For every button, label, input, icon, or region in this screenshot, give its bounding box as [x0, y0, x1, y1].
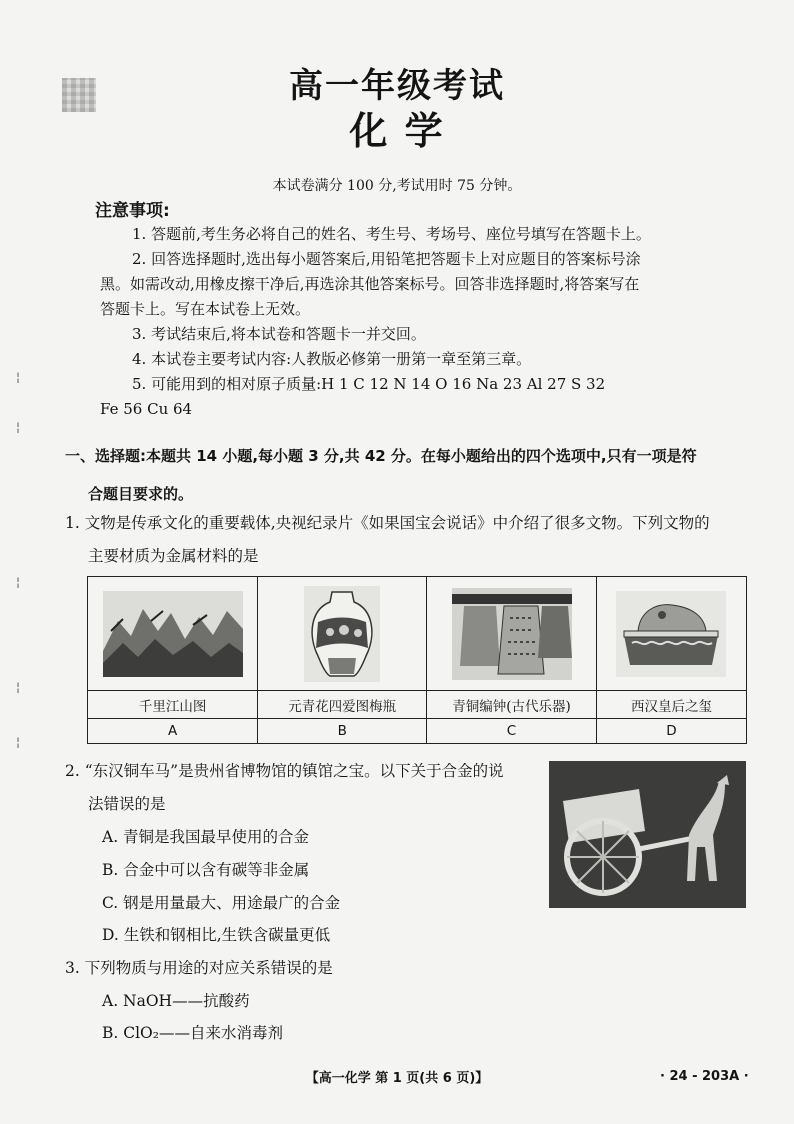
notice-line: Fe 56 Cu 64	[100, 400, 193, 418]
notice-line: 黑。如需改动,用橡皮擦干净后,再选涂其他答案标号。回答非选择题时,将答案写在	[100, 275, 640, 293]
margin-mark: ¦	[16, 735, 21, 749]
option-b-label: 元青花四爱图梅瓶	[258, 691, 427, 719]
margin-mark: ¦	[16, 370, 21, 384]
question-2-option-d: D. 生铁和钢相比,生铁含碳量更低	[102, 926, 331, 944]
notice-line: 2. 回答选择题时,选出每小题答案后,用铅笔把答题卡上对应题目的答案标号涂	[132, 250, 641, 268]
question-2-option-a: A. 青铜是我国最早使用的合金	[102, 828, 310, 846]
page-footer: 【高一化学 第 1 页(共 6 页)】	[305, 1071, 489, 1086]
option-b-image	[258, 577, 427, 691]
landscape-painting-image	[103, 591, 243, 677]
bronze-bells-image	[452, 588, 572, 680]
question-3-option-a: A. NaOH——抗酸药	[102, 992, 250, 1010]
question-2-option-c: C. 钢是用量最大、用途最广的合金	[102, 894, 341, 912]
question-1-stem: 1. 文物是传承文化的重要载体,央视纪录片《如果国宝会说话》中介绍了很多文物。下列文物的	[65, 514, 710, 532]
question-3-option-b: B. ClO₂——自来水消毒剂	[102, 1024, 283, 1042]
margin-mark: ¦	[16, 420, 21, 434]
notice-line: 5. 可能用到的相对原子质量:H 1 C 12 N 14 O 16 Na 23 Al 27 S 32	[132, 375, 606, 393]
jade-seal-image	[616, 591, 726, 677]
notice-line: 4. 本试卷主要考试内容:人教版必修第一册第一章至第三章。	[132, 350, 532, 368]
question-3-stem: 3. 下列物质与用途的对应关系错误的是	[65, 959, 333, 977]
question-1-options-table	[87, 576, 747, 744]
option-a-letter: A	[88, 719, 258, 744]
notice-line: 1. 答题前,考生务必将自己的姓名、考生号、考场号、座位号填写在答题卡上。	[132, 225, 651, 243]
question-2-stem: 2. “东汉铜车马”是贵州省博物馆的镇馆之宝。以下关于合金的说	[65, 762, 504, 780]
section-heading: 一、选择题:本题共 14 小题,每小题 3 分,共 42 分。在每小题给出的四个选项中,只有一项是符	[65, 447, 697, 465]
paper-code: · 24 - 203A ·	[660, 1069, 749, 1084]
option-c-label: 青铜编钟(古代乐器)	[427, 691, 597, 719]
option-c-letter: C	[427, 719, 597, 744]
option-d-letter: D	[596, 719, 746, 744]
option-d-label: 西汉皇后之玺	[596, 691, 746, 719]
question-1-stem-cont: 主要材质为金属材料的是	[88, 547, 259, 565]
notice-line: 答题卡上。写在本试卷上无效。	[100, 300, 311, 318]
notice-line: 3. 考试结束后,将本试卷和答题卡一并交回。	[132, 325, 426, 343]
margin-mark: ¦	[16, 680, 21, 694]
question-2-stem-cont: 法错误的是	[88, 795, 166, 813]
section-heading-cont: 合题目要求的。	[88, 485, 194, 503]
option-c-image	[427, 577, 597, 691]
notice-heading: 注意事项:	[95, 201, 170, 221]
margin-mark: ¦	[16, 575, 21, 589]
porcelain-vase-image	[304, 586, 380, 682]
bronze-carriage-photo	[549, 761, 746, 908]
question-2-option-b: B. 合金中可以含有碳等非金属	[102, 861, 310, 879]
option-b-letter: B	[258, 719, 427, 744]
exam-subject: 化 学	[349, 109, 445, 153]
option-a-image	[88, 577, 258, 691]
option-d-image	[596, 577, 746, 691]
exam-subtitle: 本试卷满分 100 分,考试用时 75 分钟。	[272, 178, 522, 194]
option-a-label: 千里江山图	[88, 691, 258, 719]
exam-title: 高一年级考试	[289, 66, 505, 106]
